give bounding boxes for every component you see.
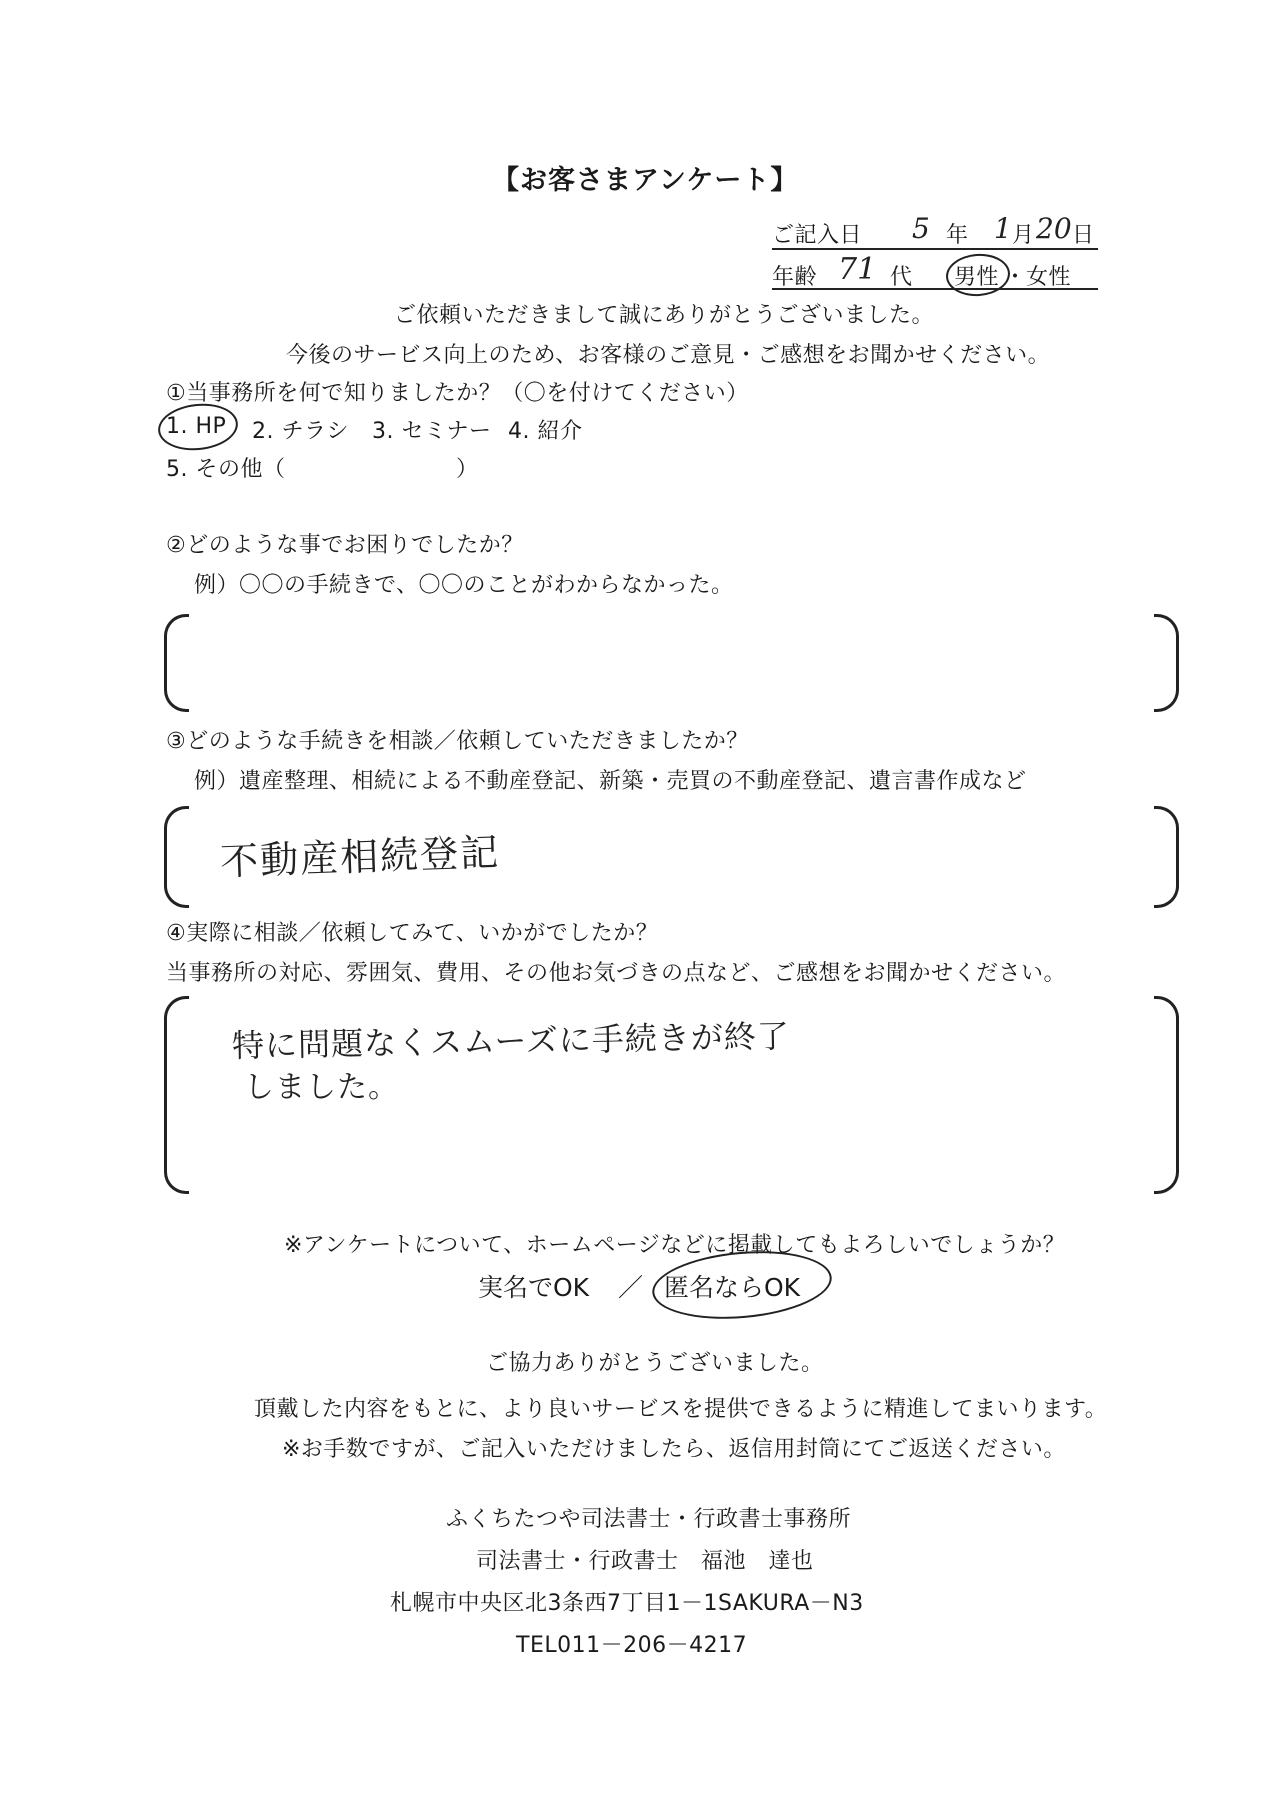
q1-option-4: 4. 紹介 bbox=[508, 419, 583, 444]
date-month-label: 月 bbox=[1012, 223, 1035, 248]
date-month-value: 1 bbox=[994, 212, 1012, 245]
q1-selection-circle bbox=[156, 400, 240, 454]
q2-answer-bracket-right bbox=[1154, 614, 1179, 712]
office-representative: 司法書士・行政書士 福池 達也 bbox=[476, 1549, 814, 1574]
q1-option-2: 2. チラシ bbox=[252, 419, 349, 444]
q3-answer-bracket-right bbox=[1154, 806, 1179, 908]
office-address: 札幌市中央区北3条西7丁目1－1SAKURA－N3 bbox=[390, 1591, 864, 1616]
q4-answer-bracket-left bbox=[164, 996, 189, 1194]
age-label: 年齢 bbox=[772, 265, 818, 290]
q2-answer-bracket-left bbox=[164, 614, 189, 712]
q1-question: ①当事務所を何で知りましたか？（〇を付けてください） bbox=[166, 381, 749, 406]
age-gender-row bbox=[772, 254, 1098, 290]
q2-example: 例）〇〇の手続きで、〇〇のことがわからなかった。 bbox=[194, 573, 734, 598]
publish-question: ※アンケートについて、ホームページなどに掲載してもよろしいでしょうか？ bbox=[284, 1233, 1066, 1258]
date-year-label: 年 bbox=[946, 223, 969, 248]
q1-other-label: 5. その他（ bbox=[166, 457, 286, 482]
closing-line-2: ※お手数ですが、ご記入いただけましたら、返信用封筒にてご返送ください。 bbox=[282, 1437, 1066, 1462]
publish-option-real: 実名でOK bbox=[478, 1273, 590, 1302]
q4-answer-line-2: しました。 bbox=[244, 1070, 399, 1105]
intro-line-1: ご依頼いただきまして誠にありがとうございました。 bbox=[394, 303, 935, 328]
gender-female-option: 女性 bbox=[1026, 265, 1072, 290]
q2-question: ②どのような事でお困りでしたか？ bbox=[166, 533, 524, 558]
date-year-value: 5 bbox=[912, 212, 930, 245]
date-day-value: 20 bbox=[1036, 212, 1072, 245]
age-value: 71 bbox=[838, 252, 877, 287]
q1-option-1: 1. HP bbox=[166, 414, 227, 439]
q1-other-close: ） bbox=[456, 457, 479, 482]
gender-separator: ・ bbox=[1004, 265, 1027, 290]
closing-thanks: ご協力ありがとうございました。 bbox=[486, 1351, 824, 1376]
q4-question: ④実際に相談／依頼してみて、いかがでしたか？ bbox=[166, 921, 659, 946]
page-title: 【お客さまアンケート】 bbox=[492, 165, 799, 196]
closing-line-1: 頂戴した内容をもとに、より良いサービスを提供できるように精進してまいります。 bbox=[254, 1397, 1108, 1422]
intro-line-2: 今後のサービス向上のため、お客様のご意見・ご感想をお聞かせください。 bbox=[286, 343, 1051, 368]
office-name: ふくちたつや司法書士・行政書士事務所 bbox=[446, 1507, 852, 1532]
q3-question: ③どのような手続きを相談／依頼していただきましたか？ bbox=[166, 729, 749, 754]
q4-answer-line-1: 特に問題なくスムーズに手続きが終了 bbox=[231, 1017, 791, 1065]
age-suffix: 代 bbox=[890, 265, 913, 290]
date-label: ご記入日 bbox=[772, 223, 863, 248]
gender-male-option: 男性 bbox=[954, 265, 1000, 290]
q3-answer: 不動産相続登記 bbox=[219, 830, 501, 884]
publish-option-anon: 匿名ならOK bbox=[664, 1273, 801, 1302]
office-tel: TEL011－206－4217 bbox=[516, 1633, 748, 1658]
q4-prompt: 当事務所の対応、雰囲気、費用、その他お気づきの点など、ご感想をお聞かせください。 bbox=[166, 961, 1067, 986]
publish-separator: ／ bbox=[618, 1273, 644, 1302]
q4-answer-bracket-right bbox=[1154, 996, 1179, 1194]
date-row bbox=[772, 214, 1098, 250]
date-day-label: 日 bbox=[1072, 223, 1095, 248]
q3-example: 例）遺産整理、相続による不動産登記、新築・売買の不動産登記、遺言書作成など bbox=[194, 769, 1027, 794]
q3-answer-bracket-left bbox=[164, 806, 189, 908]
q1-option-3: 3. セミナー bbox=[372, 419, 492, 444]
